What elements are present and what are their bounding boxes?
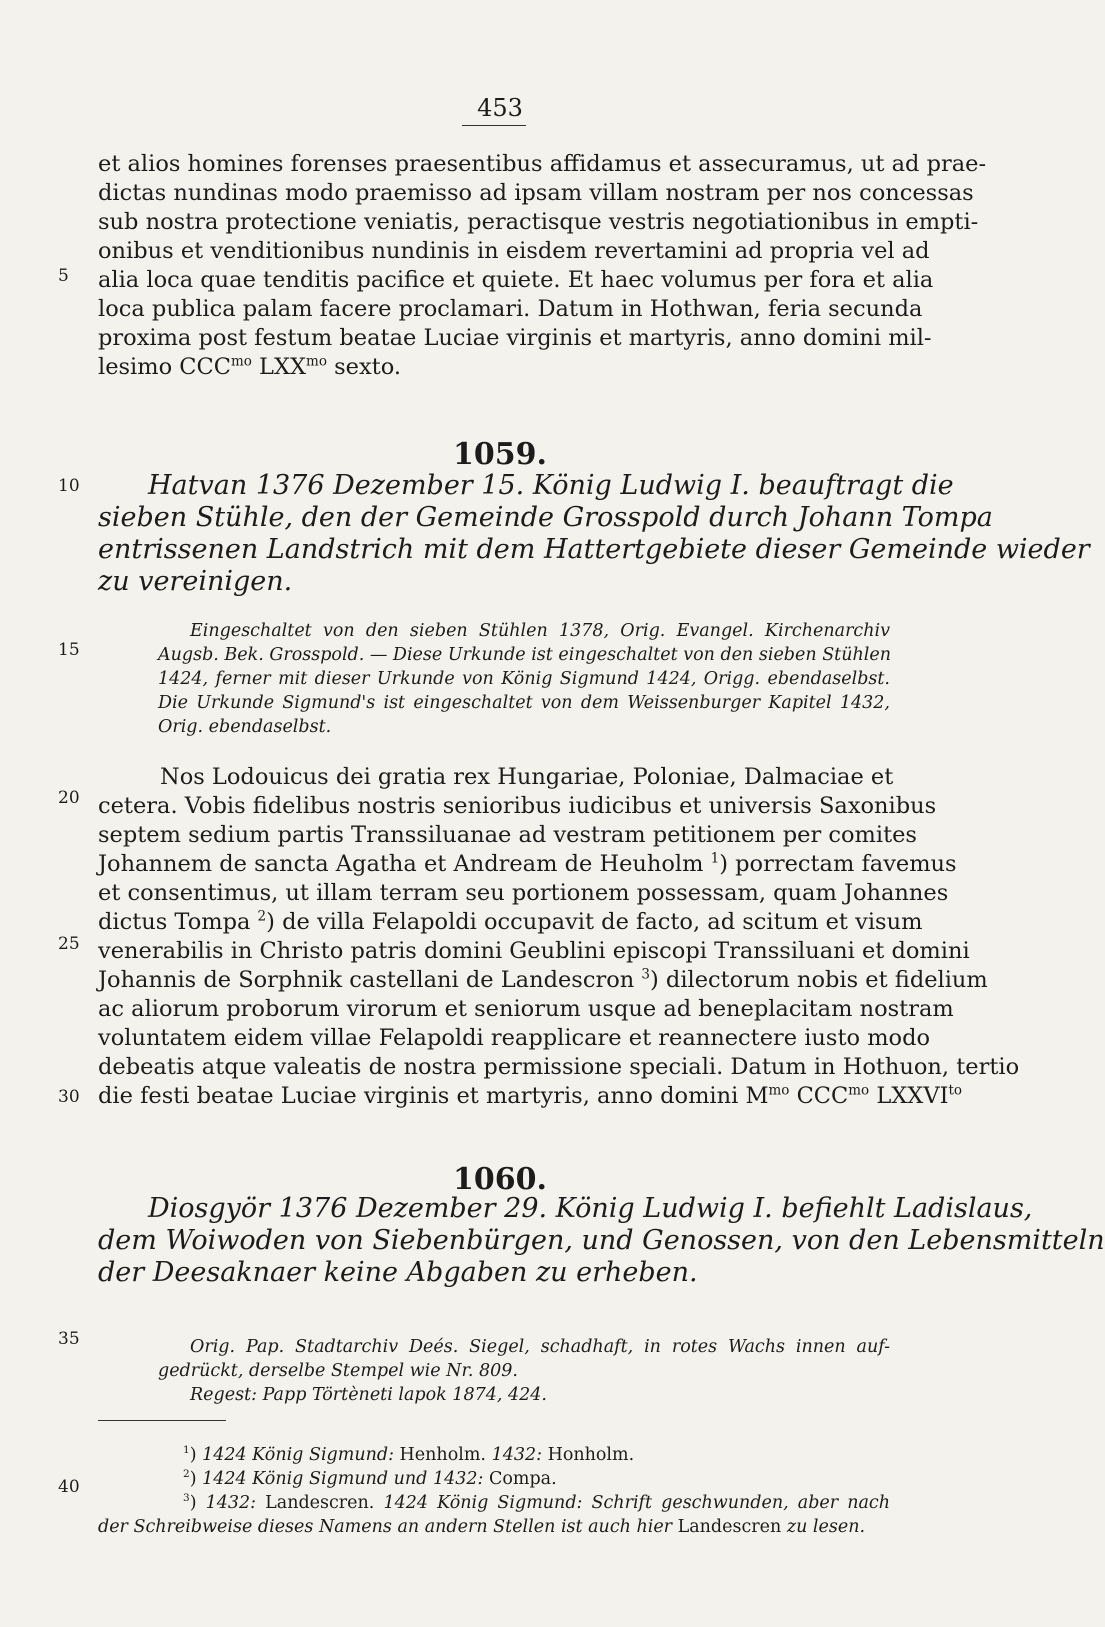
rubric-line: dem Woiwoden von Siebenbürgen, und Genossen, von den Lebensmitteln — [98, 1225, 1105, 1256]
text-line: voluntatem eidem villae Felapoldi reapplicare et reannectere iusto modo — [98, 1025, 931, 1051]
footnote-rule — [98, 1420, 226, 1421]
source-note-1060 — [98, 1335, 890, 1407]
rubric-line: Diosgyör 1376 Dezember 29. König Ludwig I. befiehlt Ladislaus, — [148, 1193, 1033, 1224]
text-line-footnote-1: Johannem de sancta Agatha et Andream de Heuholm $^1$) porrectam favemus — [98, 850, 957, 877]
text-line: et consentimus, ut illam terram seu portionem possessam, quam Johannes — [98, 880, 949, 906]
text-line-dating: die festi beatae Luciae virginis et martyris, anno domini $M^{mo}$ $CCC^{mo}$ $LXXVI^{to}$ — [98, 1082, 963, 1109]
source-line: Regest: Papp Törtèneti lapok 1874, 424. — [190, 1385, 547, 1405]
text-line-footnote-2: dictus Tompa $^2$) de villa Felapoldi occupavit de facto, ad scitum et visum — [98, 908, 923, 935]
line-number-15: 15 — [58, 640, 80, 660]
rubric-1059 — [98, 470, 1090, 598]
text-line: ac aliorum proborum virorum et seniorum usque ad beneplacitam nostram — [98, 996, 954, 1022]
text-line: debeatis atque valeatis de nostra permissione speciali. Datum in Hothuon, tertio — [98, 1054, 1020, 1080]
footnote-3: $^3$) 1432: Landescren. 1424 König Sigmund: Schrift geschwunden, aber nach — [183, 1492, 890, 1513]
footnote-2: $^2$) 1424 König Sigmund und 1432: Compa. — [183, 1468, 557, 1489]
source-line: Eingeschaltet von den sieben Stühlen 1378, Orig. Evangel. Kirchenarchiv — [190, 621, 890, 641]
line-number-40: 40 — [58, 1477, 80, 1497]
intro-paragraph — [98, 150, 987, 382]
line-number-20: 20 — [58, 788, 80, 808]
footnote-1: $^1$) 1424 König Sigmund: Henholm. 1432: Honholm. — [183, 1444, 635, 1465]
intro-line: loca publica palam facere proclamari. Datum in Hothwan, feria secunda — [98, 296, 923, 322]
line-number-10: 10 — [58, 476, 80, 496]
rubric-line: zu vereinigen. — [98, 566, 293, 597]
document-number-1060: 1060. — [453, 1162, 547, 1197]
intro-line-last: lesimo $CCC^{mo}$ $LXX^{mo}$ sexto. — [98, 353, 402, 380]
text-line: Nos Lodouicus dei gratia rex Hungariae, Poloniae, Dalmaciae et — [160, 764, 894, 790]
rubric-line: sieben Stühle, den der Gemeinde Grosspold durch Johann Tompa — [98, 502, 993, 533]
line-number-5: 5 — [58, 266, 69, 286]
page-number: 453 — [477, 94, 523, 122]
text-line: venerabilis in Christo patris domini Geublini episcopi Transsiluani et domini — [98, 938, 970, 964]
source-line: Orig. ebendaselbst. — [158, 717, 332, 737]
intro-line: onibus et venditionibus nundinis in eisdem revertamini ad propria vel ad — [98, 238, 930, 264]
line-number-30: 30 — [58, 1087, 80, 1107]
rubric-line: Hatvan 1376 Dezember 15. König Ludwig I. beauftragt die — [148, 470, 954, 501]
intro-line: alia loca quae tenditis pacifice et quiete. Et haec volumus per fora et alia — [98, 267, 934, 293]
intro-line: dictas nundinas modo praemisso ad ipsam villam nostram per nos concessas — [98, 180, 974, 206]
source-line: Die Urkunde Sigmund's ist eingeschaltet von dem Weissenburger Kapitel 1432, — [158, 693, 890, 713]
line-number-35: 35 — [58, 1329, 80, 1349]
source-line: Orig. Pap. Stadtarchiv Deés. Siegel, schadhaft, in rotes Wachs innen auf- — [190, 1337, 890, 1357]
intro-line: et alios homines forenses praesentibus affidamus et assecuramus, ut ad prae- — [98, 151, 987, 177]
line-number-25: 25 — [58, 934, 80, 954]
footnote-3-continuation: der Schreibweise dieses Namens an andern Stellen ist auch hier Landescren zu lesen. — [98, 1517, 866, 1537]
source-line: Augsb. Bek. Grosspold. — Diese Urkunde ist eingeschaltet von den sieben Stühlen — [158, 645, 891, 665]
source-note-1059 — [98, 619, 890, 739]
intro-line: sub nostra protectione veniatis, peractisque vestris negotiationibus in empti- — [98, 209, 979, 235]
footnotes — [98, 1443, 890, 1539]
text-line-footnote-3: Johannis de Sorphnik castellani de Landescron $^3$) dilectorum nobis et fidelium — [98, 966, 988, 993]
page-number-rule — [462, 125, 526, 126]
source-line: gedrückt, derselbe Stempel wie Nr. 809. — [158, 1361, 518, 1381]
rubric-line: der Deesaknaer keine Abgaben zu erheben. — [98, 1257, 698, 1288]
intro-line: proxima post festum beatae Luciae virginis et martyris, anno domini mil- — [98, 325, 932, 351]
text-line: cetera. Vobis fidelibus nostris senioribus iudicibus et universis Saxonibus — [98, 793, 937, 819]
rubric-line: entrissenen Landstrich mit dem Hattertgebiete dieser Gemeinde wieder — [98, 534, 1090, 565]
document-number-1059: 1059. — [453, 437, 547, 472]
text-1059 — [98, 763, 1020, 1111]
text-line: septem sedium partis Transsiluanae ad vestram petitionem per comites — [98, 822, 917, 848]
rubric-1060 — [98, 1193, 1105, 1289]
source-line: 1424, ferner mit dieser Urkunde von König Sigmund 1424, Origg. ebendaselbst. — [158, 669, 890, 689]
